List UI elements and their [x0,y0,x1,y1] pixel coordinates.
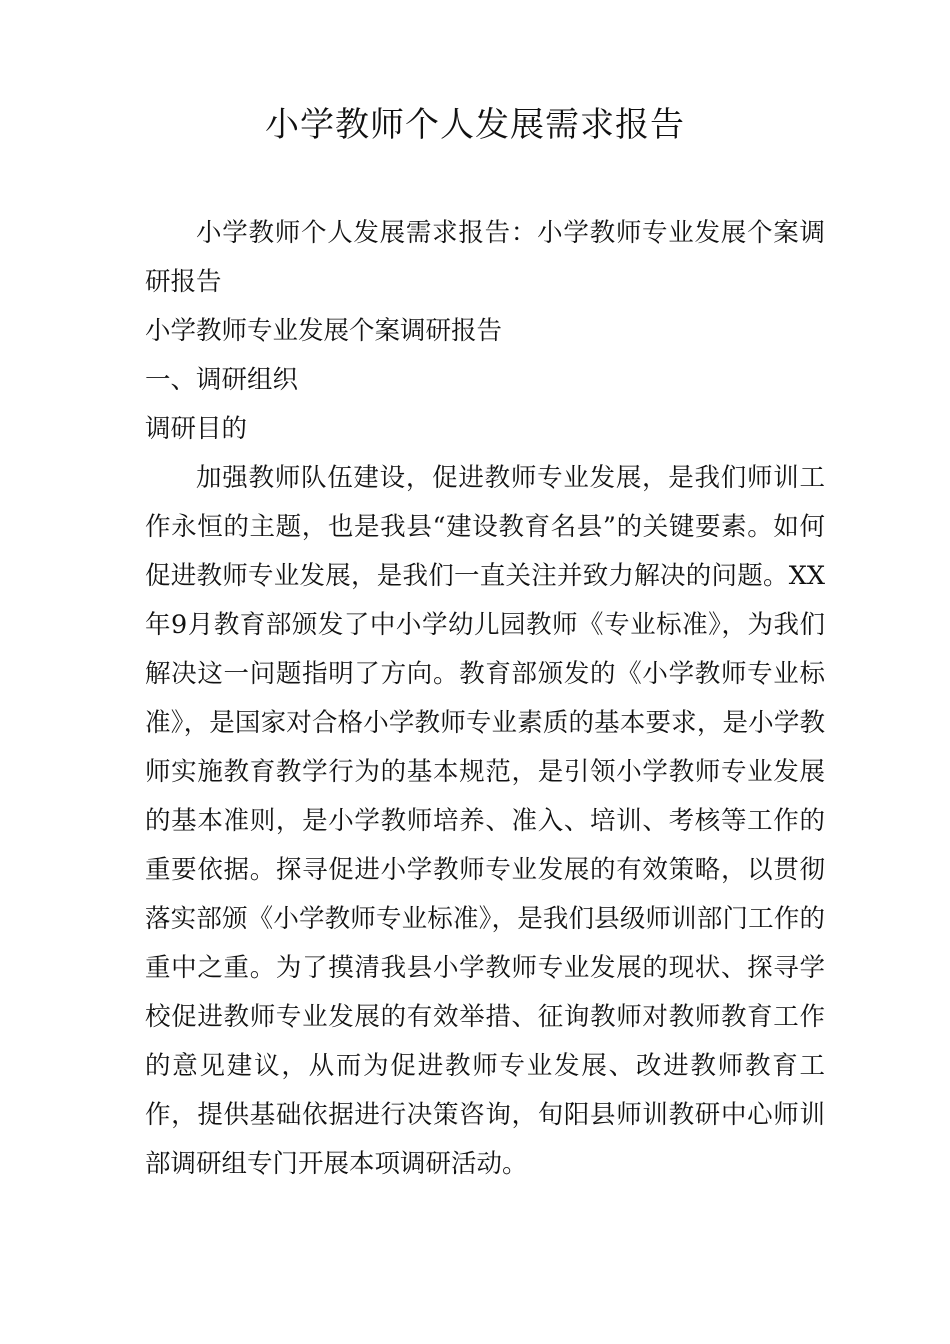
section-heading: 一、调研组织 [145,365,299,395]
document-body [145,209,825,1189]
subsection-heading: 调研目的 [145,414,248,444]
document-title: 小学教师个人发展需求报告 [265,105,685,145]
paragraph-body: 加强教师队伍建设，促进教师专业发展，是我们师训工作永恒的主题，也是我县“建设教育名县”的关键要素。如何促进教师专业发展，是我们一直关注并致力解决的问题。XX年9月教育部颁发了中小学幼儿园教师《专业标准》，为我们解决这一问题指明了方向。教育部颁发的《小学教师专业标准》，是国家对合格小学教师专业素质的基本要求，是小学教师实施教育教学行为的基本规范，是引领小学教师专业发展的基本准则，是小学教师培养、准入、培训、考核等工作的重要依据。探寻促进小学教师专业发展的有效策略，以贯彻落实部颁《小学教师专业标准》，是我们县级师训部门工作的重中之重。为了摸清我县小学教师专业发展的现状、探寻学校促进教师专业发展的有效举措、征询教师对教师教育工作的意见建议，从而为促进教师专业发展、改进教师教育工作，提供基础依据进行决策咨询，旬阳县师训教研中心师训部调研组专门开展本项调研活动。 [145,463,825,1179]
paragraph-subtitle: 小学教师个人发展需求报告：小学教师专业发展个案调研报告 [145,218,825,297]
paragraph-report-name: 小学教师专业发展个案调研报告 [145,316,503,346]
